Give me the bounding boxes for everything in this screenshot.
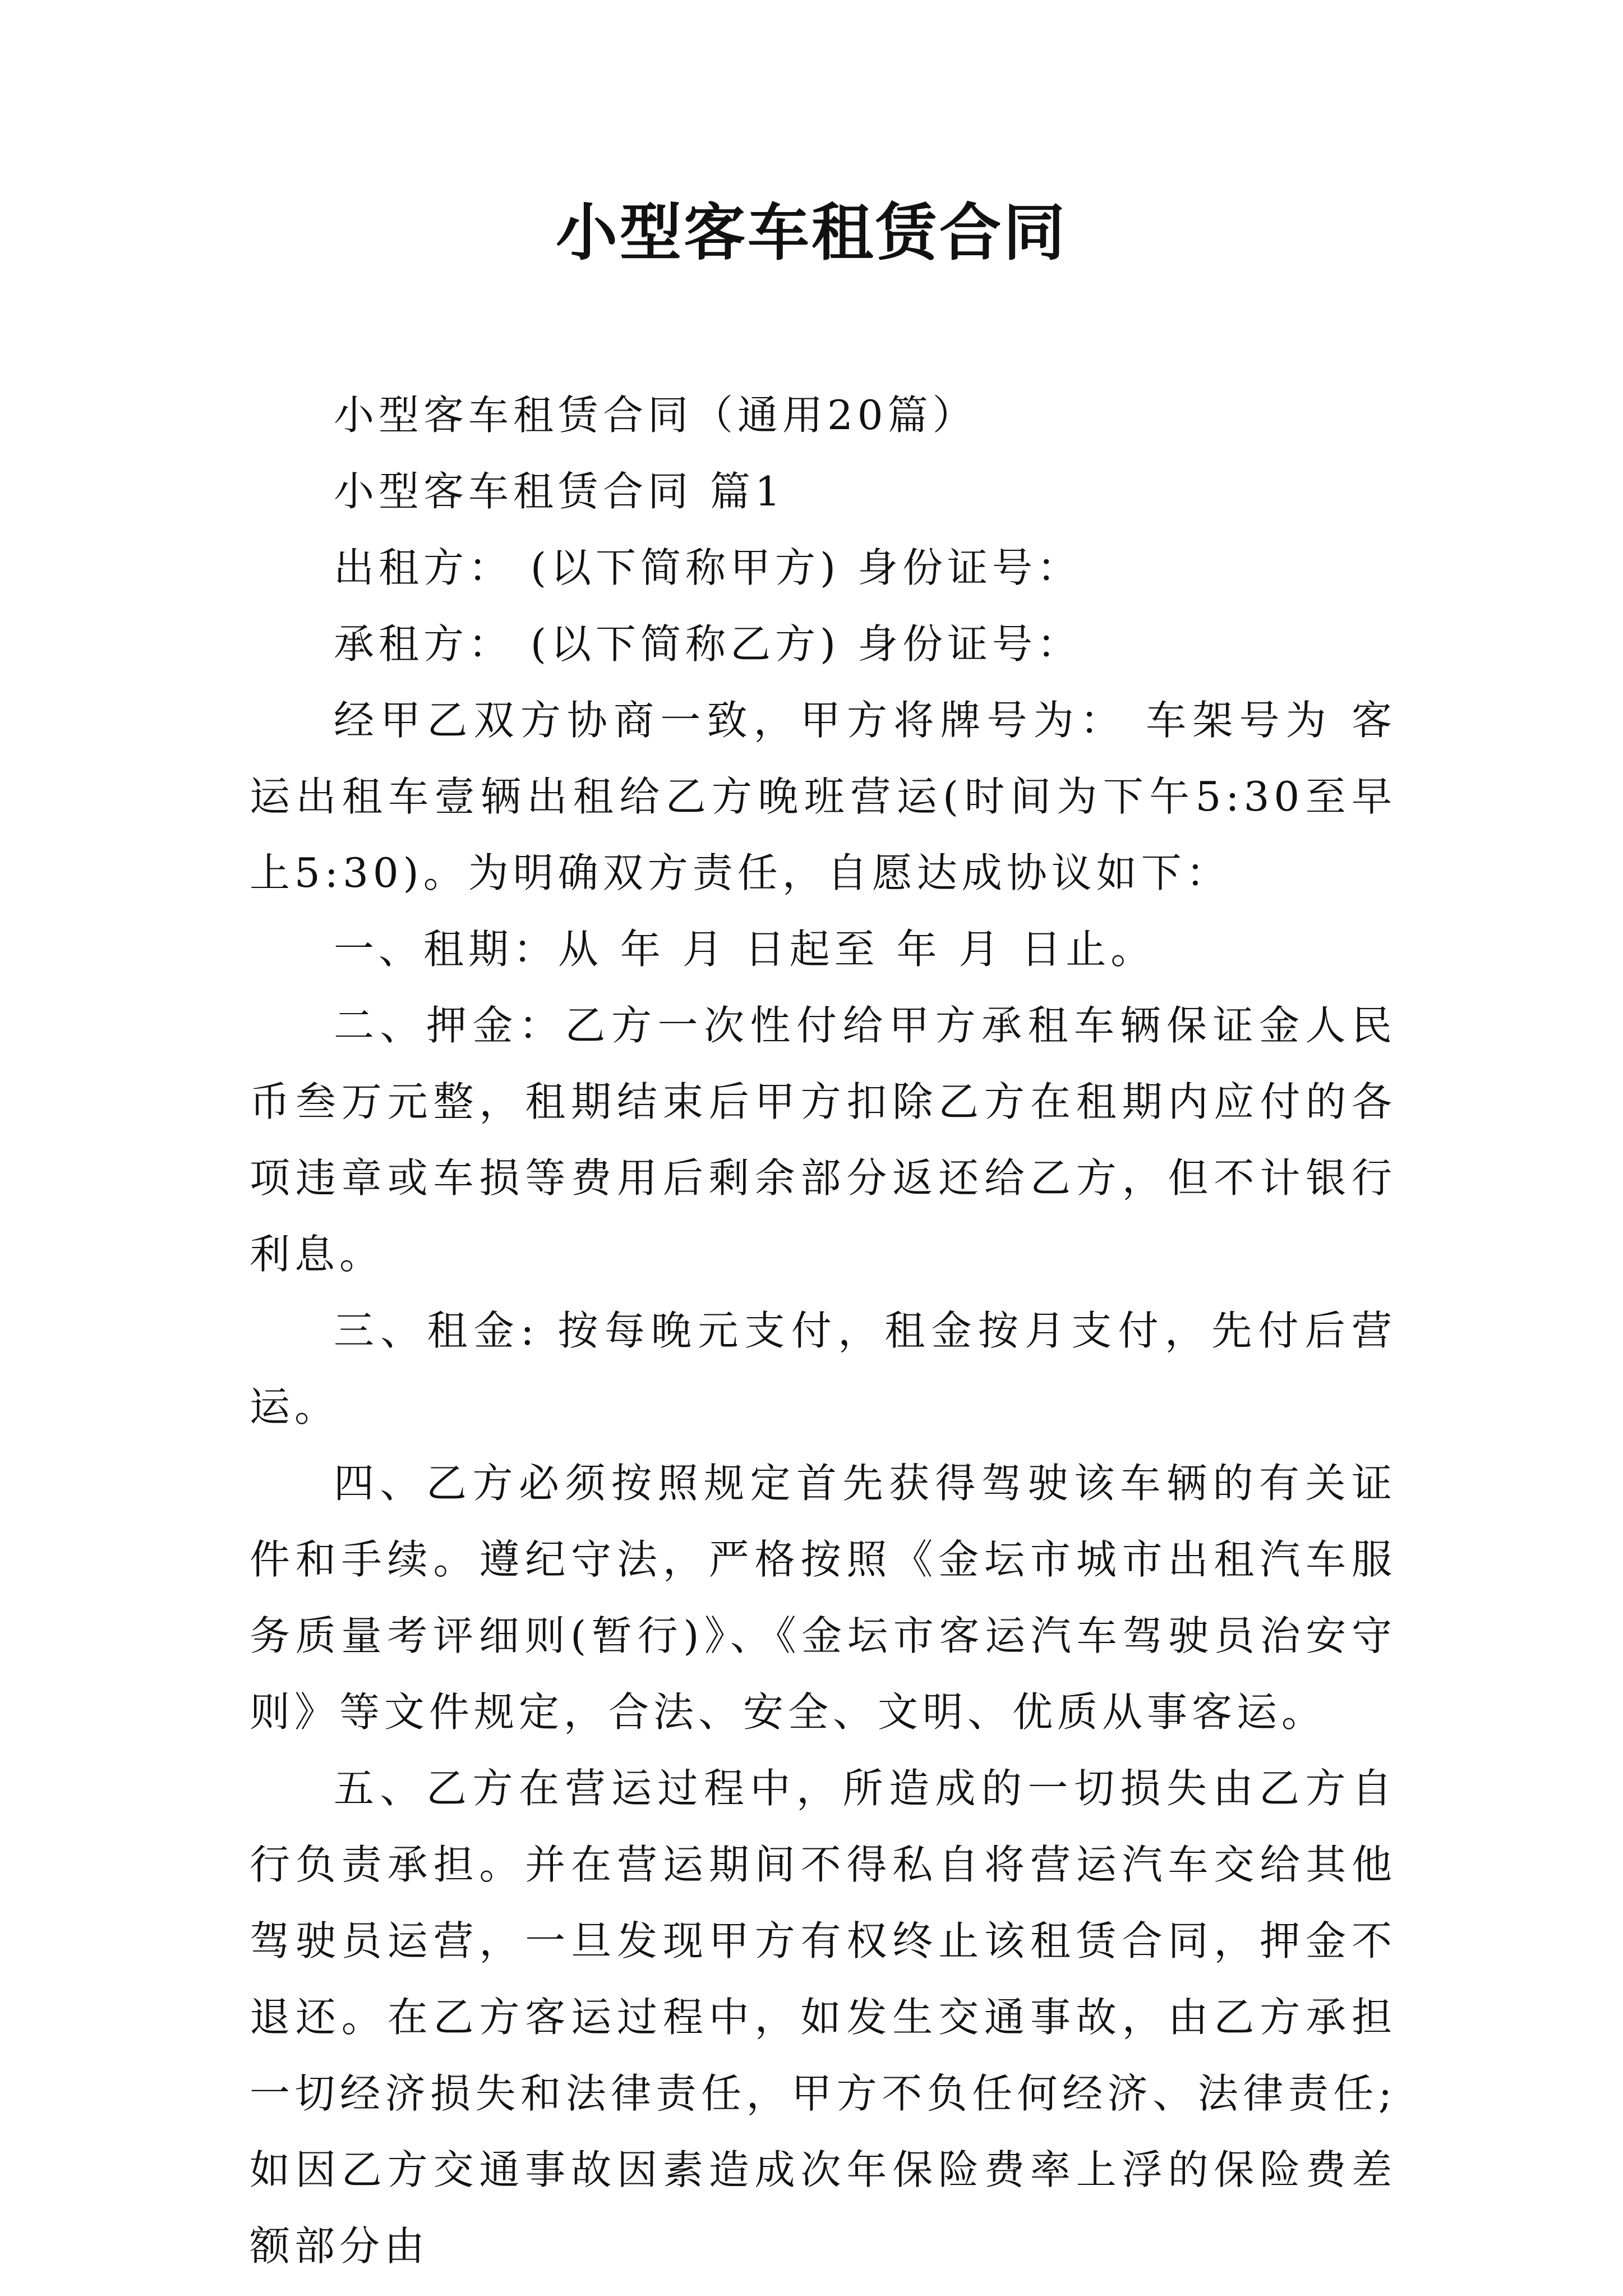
paragraph-section-title: 小型客车租赁合同 篇1 — [334, 468, 785, 515]
paragraph-intro: 经甲乙双方协商一致，甲方将牌号为： 车架号为 客运出租车壹辆出租给乙方晚班营运(时间为下午5:30至早上5:30)。为明确双方责任，自愿达成协议如下： — [250, 697, 1396, 896]
paragraph-collection-title: 小型客车租赁合同（通用20篇） — [334, 392, 978, 439]
paragraph-lessee: 承租方： (以下简称乙方) 身份证号： — [334, 620, 1082, 668]
paragraph-clause-5: 五、乙方在营运过程中，所造成的一切损失由乙方自行负责承担。并在营运期间不得私自将营运汽车交给其他驾驶员运营，一旦发现甲方有权终止该租赁合同，押金不退还。在乙方客运过程中，如发生交通事故，由乙方承担一切经济损失和法律责任，甲方不负任何经济、法律责任;如因乙方交通事故因素造成次年保险费率上浮的保险费差额部分由 — [250, 1765, 1396, 2270]
document-title: 小型客车租赁合同 — [556, 196, 1067, 269]
paragraph-clause-4: 四、乙方必须按照规定首先获得驾驶该车辆的有关证件和手续。遵纪守法，严格按照《金坛市城市出租汽车服务质量考评细则(暂行)》、《金坛市客运汽车驾驶员治安守则》等文件规定，合法、安全、文明、优质从事客运。 — [250, 1460, 1396, 1736]
paragraph-clause-2: 二、押金：乙方一次性付给甲方承租车辆保证金人民币叁万元整，租期结束后甲方扣除乙方在租期内应付的各项违章或车损等费用后剩余部分返还给乙方，但不计银行利息。 — [250, 1002, 1396, 1278]
paragraph-clause-3: 三、租金: 按每晚元支付，租金按月支付，先付后营运。 — [250, 1307, 1396, 1430]
paragraph-clause-1: 一、租期：从 年 月 日起至 年 月 日止。 — [334, 926, 1156, 973]
paragraph-lessor: 出租方： (以下简称甲方) 身份证号： — [334, 544, 1082, 591]
document-body — [250, 377, 1396, 2284]
